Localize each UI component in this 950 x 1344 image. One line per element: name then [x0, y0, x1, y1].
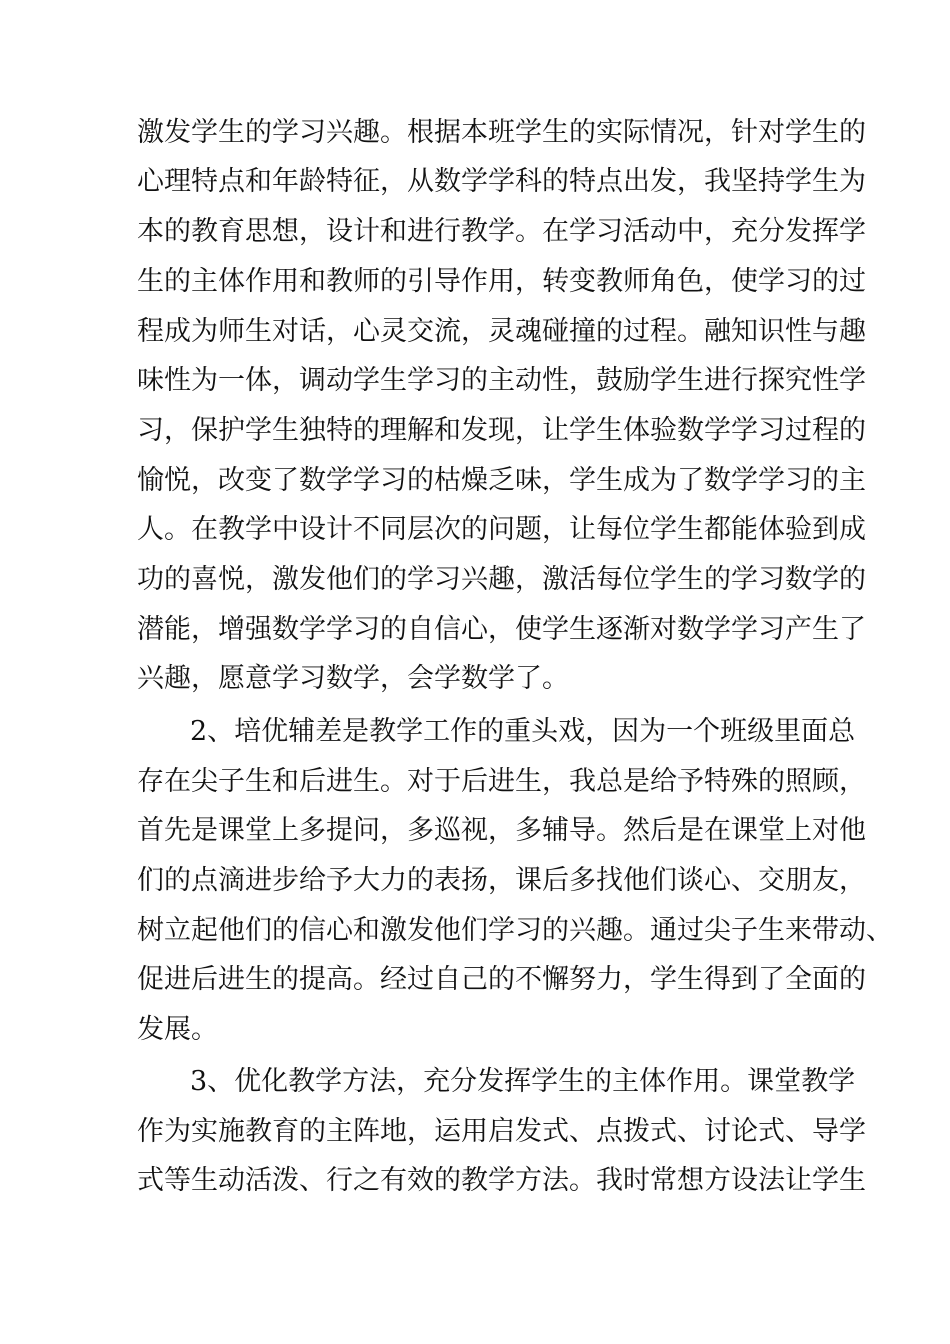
paragraph-start-line: 3、优化教学方法，充分发挥学生的主体作用。课堂教学	[190, 1066, 856, 1097]
text-line: 式等生动活泼、行之有效的教学方法。我时常想方设法让学生	[137, 1165, 866, 1196]
paragraph-start-line: 2、培优辅差是教学工作的重头戏，因为一个班级里面总	[190, 716, 856, 747]
text-line: 潜能，增强数学学习的自信心，使学生逐渐对数学学习产生了	[137, 614, 866, 645]
text-line: 作为实施教育的主阵地，运用启发式、点拨式、讨论式、导学	[137, 1116, 866, 1147]
text-line: 们的点滴进步给予大力的表扬，课后多找他们谈心、交朋友，	[137, 865, 866, 896]
text-line: 促进后进生的提高。经过自己的不懈努力，学生得到了全面的	[137, 964, 866, 995]
text-line: 生的主体作用和教师的引导作用，转变教师角色，使学习的过	[137, 266, 866, 297]
text-line: 习，保护学生独特的理解和发现，让学生体验数学学习过程的	[137, 415, 866, 446]
text-line: 兴趣，愿意学习数学，会学数学了。	[137, 663, 569, 694]
text-line: 人。在教学中设计不同层次的问题，让每位学生都能体验到成	[137, 514, 866, 545]
text-line: 愉悦，改变了数学学习的枯燥乏味，学生成为了数学学习的主	[137, 465, 866, 496]
text-line: 存在尖子生和后进生。对于后进生，我总是给予特殊的照顾，	[137, 766, 866, 797]
text-line: 激发学生的学习兴趣。根据本班学生的实际情况，针对学生的	[137, 117, 866, 148]
text-line: 心理特点和年龄特征，从数学学科的特点出发，我坚持学生为	[137, 166, 866, 197]
text-line: 树立起他们的信心和激发他们学习的兴趣。通过尖子生来带动、	[137, 915, 893, 946]
text-line: 程成为师生对话，心灵交流，灵魂碰撞的过程。融知识性与趣	[137, 316, 866, 347]
text-line: 味性为一体，调动学生学习的主动性，鼓励学生进行探究性学	[137, 365, 866, 396]
text-line: 功的喜悦，激发他们的学习兴趣，激活每位学生的学习数学的	[137, 564, 866, 595]
text-line: 发展。	[137, 1014, 218, 1045]
text-line: 本的教育思想，设计和进行教学。在学习活动中，充分发挥学	[137, 216, 866, 247]
text-line: 首先是课堂上多提问，多巡视，多辅导。然后是在课堂上对他	[137, 815, 866, 846]
